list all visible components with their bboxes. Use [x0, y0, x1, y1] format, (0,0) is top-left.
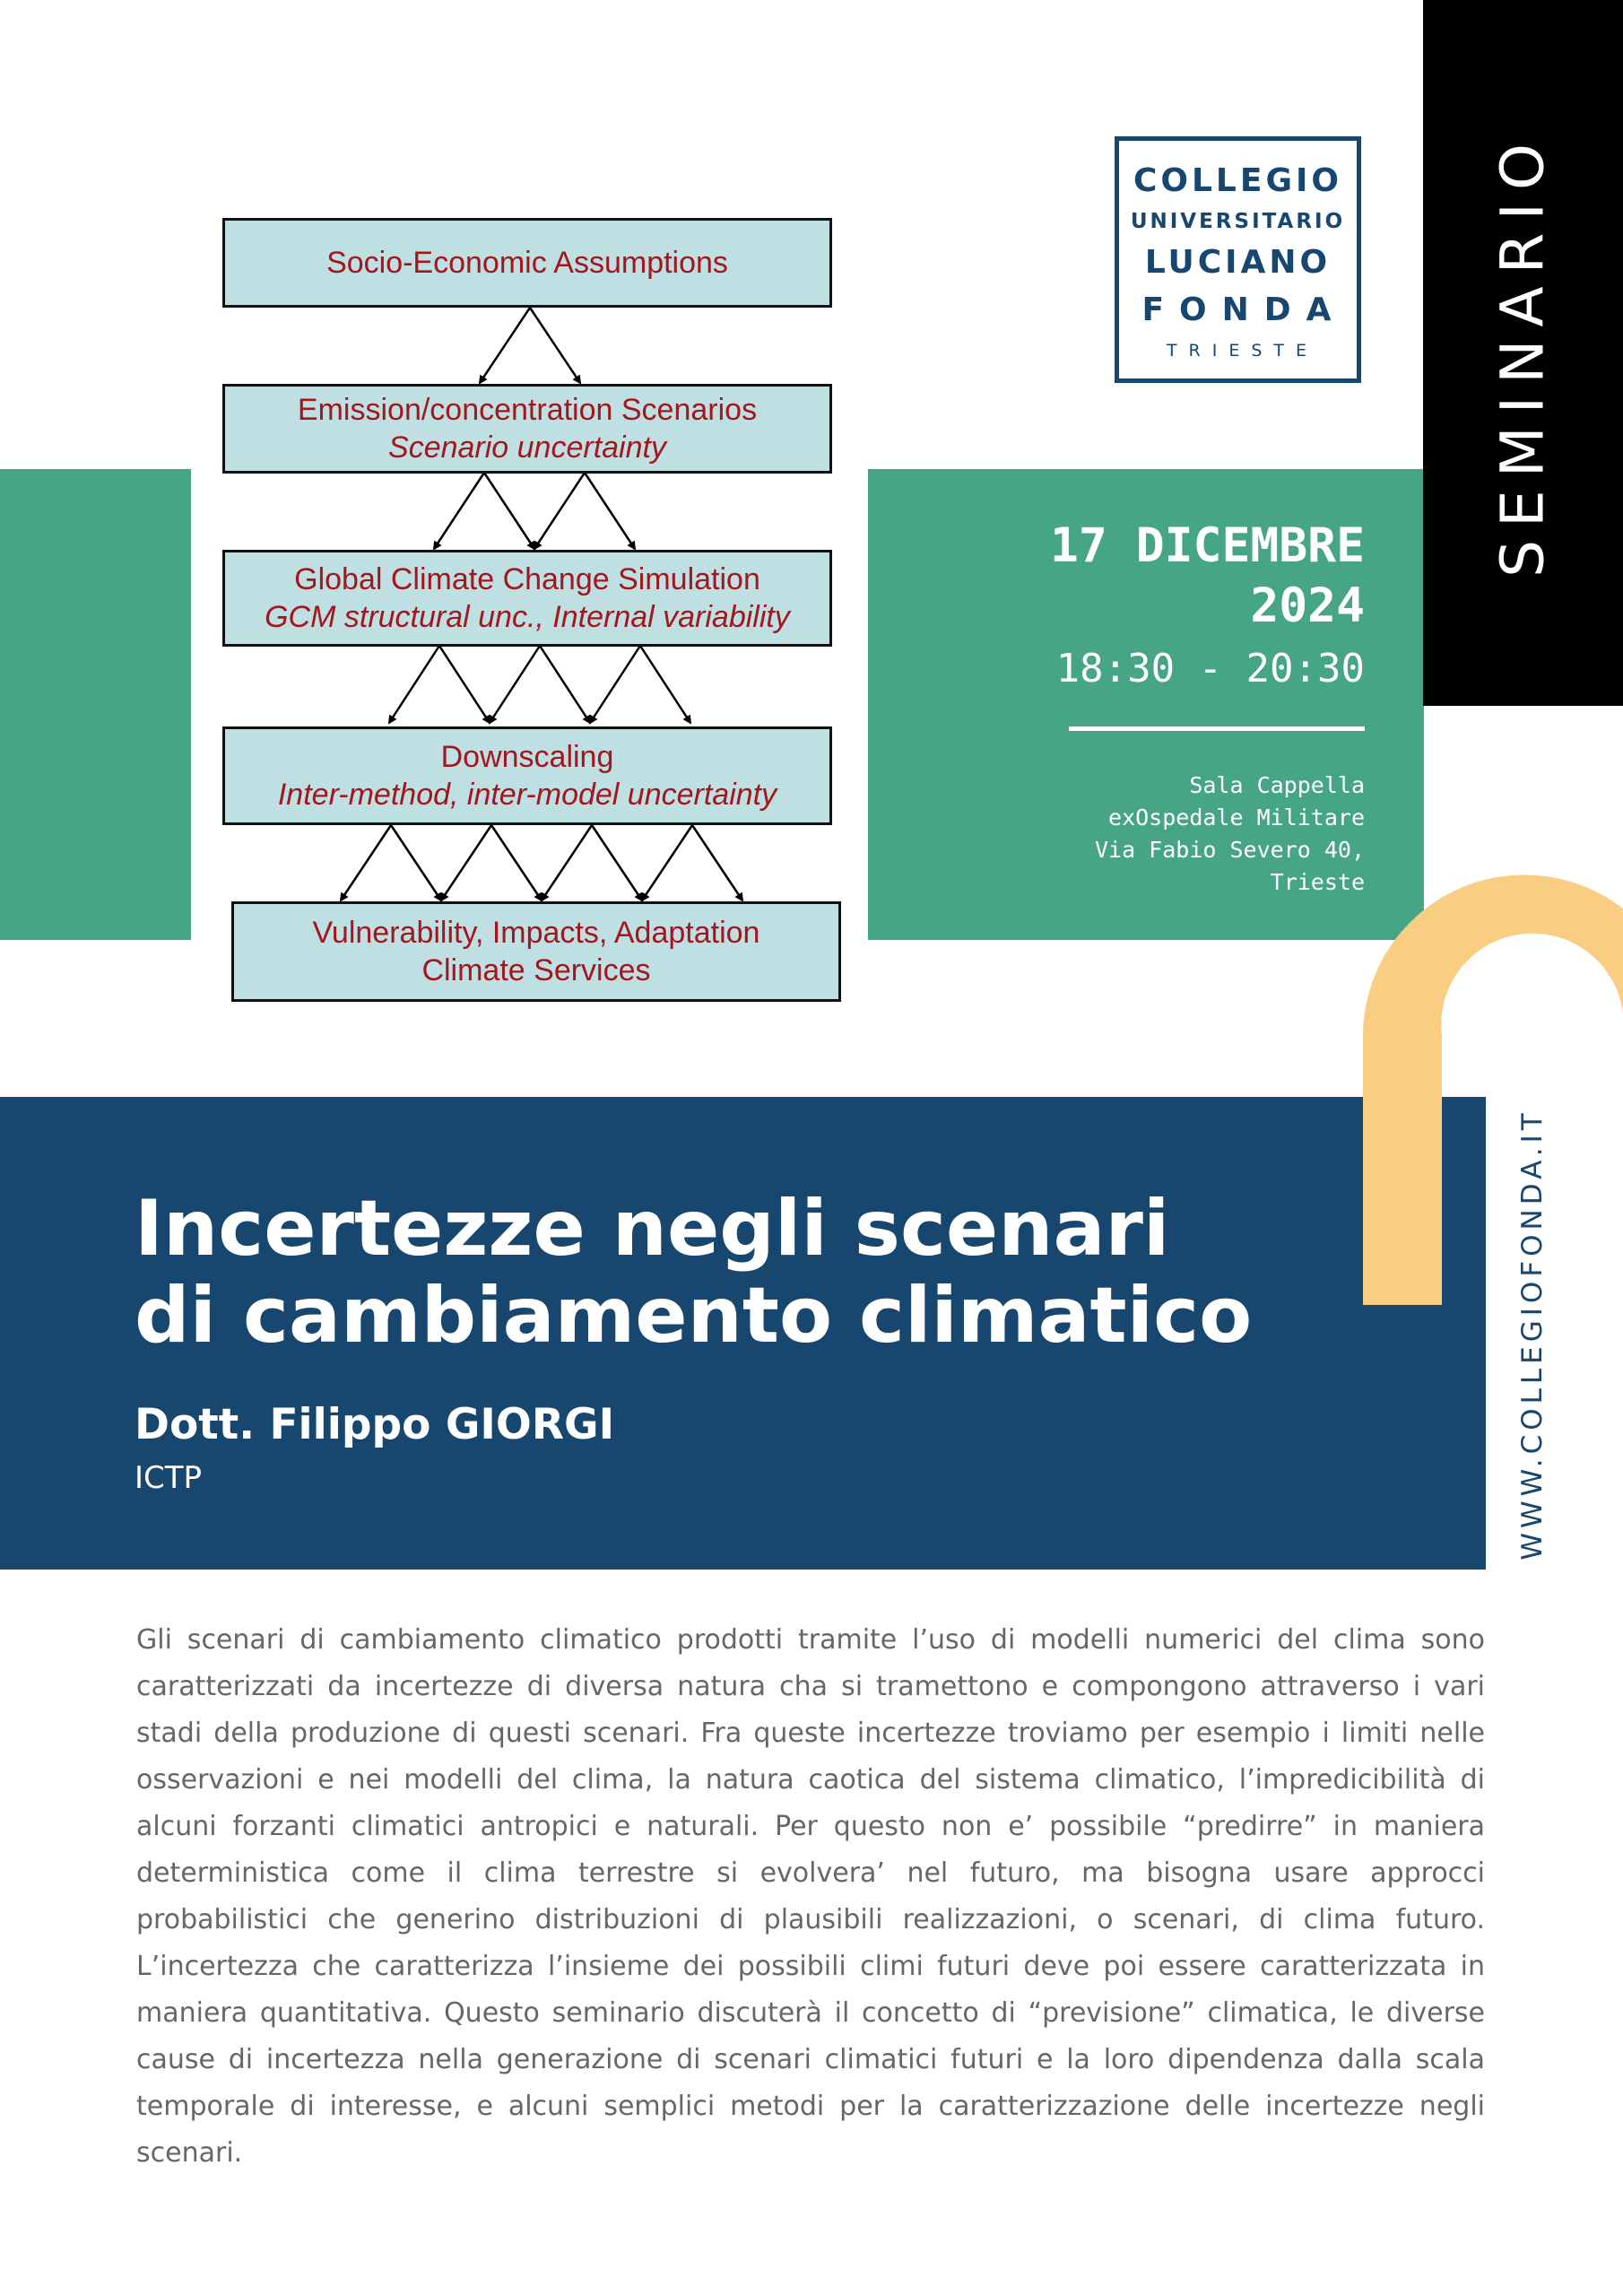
- event-date-day-month: 17 DICEMBRE: [1050, 518, 1365, 573]
- diagram-box-emission: [222, 384, 832, 474]
- logo-line-4: FONDA: [1141, 291, 1347, 328]
- speaker-name: Dott. Filippo GIORGI: [135, 1400, 615, 1449]
- venue-line: Sala Cappella: [1189, 772, 1365, 798]
- diagram-box-title: Global Climate Change Simulation: [294, 562, 760, 596]
- website-url[interactable]: WWW.COLLEGIOFONDA.IT: [1516, 1109, 1549, 1561]
- diagram-box-title: Downscaling: [440, 740, 614, 774]
- venue-line: Trieste: [1270, 869, 1365, 895]
- logo-line-5: TRIESTE: [1166, 341, 1319, 361]
- seminar-title: [135, 1186, 1252, 1360]
- logo-line-3: LUCIANO: [1144, 244, 1332, 281]
- date-divider: [1069, 726, 1365, 731]
- diagram-box-socioeconomic: [222, 218, 832, 308]
- diagram-box-vulnerability: [231, 901, 841, 1002]
- diagram-box-global-simulation: [222, 550, 832, 647]
- diagram-box-subtitle: Scenario uncertainty: [388, 430, 666, 465]
- collegio-logo: [1115, 136, 1361, 383]
- diagram-box-subtitle: Inter-method, inter-model uncertainty: [277, 778, 777, 812]
- diagram-box-title: Vulnerability, Impacts, Adaptation: [312, 916, 760, 950]
- diagram-box-downscaling: [222, 726, 832, 825]
- diagram-box-subtitle: Climate Services: [421, 953, 651, 987]
- venue-line: Via Fabio Severo 40,: [1094, 837, 1365, 863]
- seminar-title-line-2: di cambiamento climatico: [135, 1271, 1253, 1361]
- event-date-year: 2024: [1250, 578, 1365, 633]
- seminario-label: SEMINARIO: [1488, 131, 1558, 578]
- event-time: 18:30 - 20:30: [1055, 646, 1365, 691]
- seminar-title-line-1: Incertezze negli scenari: [135, 1184, 1170, 1274]
- logo-line-1: COLLEGIO: [1133, 162, 1343, 199]
- event-venue: [1095, 770, 1365, 899]
- venue-line: exOspedale Militare: [1108, 804, 1365, 831]
- speaker-affiliation: ICTP: [135, 1460, 203, 1496]
- logo-line-2: UNIVERSITARIO: [1130, 210, 1346, 233]
- yellow-arch-decoration: [1363, 874, 1623, 1305]
- diagram-box-title: Socio-Economic Assumptions: [326, 246, 728, 280]
- diagram-box-title: Emission/concentration Scenarios: [297, 393, 758, 427]
- diagram-arrows: [0, 0, 897, 1031]
- diagram-box-subtitle: GCM structural unc., Internal variability: [265, 600, 790, 634]
- seminar-description: Gli scenari di cambiamento climatico prodotti tramite l’uso di modelli numerici del clima sono caratterizzati da incertezze di diversa natura cha si tramettono e compongono attraverso i vari stadi della produzione di questi scenari. Fra queste incertezze troviamo per esempio i limiti nelle osservazioni e nei modelli del clima, la natura caotica del sistema climatico, l’impredicibilità di alcuni forzanti climatici antropici e naturali. Per questo non e’ possibile “predirre” in maniera deterministica come il clima terrestre si evolvera’ nel futuro, ma bisogna usare approcci probabilistici che generino distribuzioni di plausibili realizzazioni, o scenari, di clima futuro. L’incertezza che caratterizza l’insieme dei possibili climi futuri deve poi essere caratterizzata in maniera quantitativa. Questo seminario discuterà il concetto di “previsione” climatica, le diverse cause di incertezza nella generazione di scenari climatici futuri e la loro dipendenza dalla scala temporale di interesse, e alcuni semplici metodi per la caratterizzazione delle incertezze negli scenari.: [136, 1624, 1485, 2169]
